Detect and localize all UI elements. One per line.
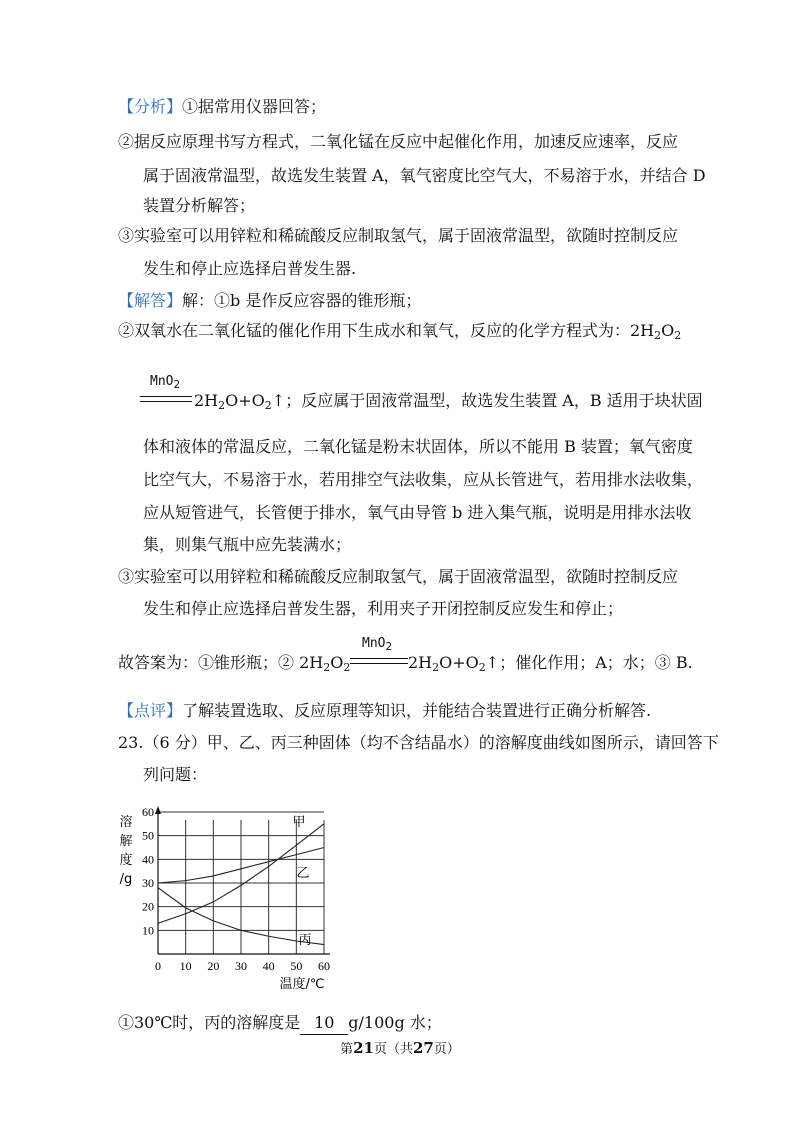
comment-tag: 【点评】: [118, 701, 183, 720]
comment-line: 【点评】了解装置选取、反应原理等知识，并能结合装置进行正确分析解答.: [118, 701, 652, 720]
q1-answer-blank: 10: [300, 1012, 348, 1035]
page-footer: 第21页（共27页）: [340, 1039, 460, 1057]
series-label: 丙: [298, 933, 312, 948]
series-label: 乙: [296, 866, 310, 881]
question-line-1: 23.（6 分）甲、乙、丙三种固体（均不含结晶水）的溶解度曲线如图所示，请回答下: [118, 733, 719, 752]
y-tick-label: 20: [142, 899, 154, 914]
equation-rest: $2H_2O+O_2↑$；反应属于固液常温型，故选发生装置 A，B 适用于块状固: [194, 391, 703, 412]
solution-line-1: 【解答】解：①b 是作反应容器的锥形瓶；: [118, 291, 422, 310]
y-axis-label: 解: [119, 834, 133, 849]
y-tick-label: 30: [142, 876, 154, 890]
answer-catalyst: MnO$_2$: [362, 636, 393, 653]
y-tick-label: 60: [142, 805, 154, 819]
x-tick-label: 40: [262, 959, 275, 973]
page-total: 27: [413, 1039, 434, 1057]
solution-line-9: 发生和停止应选择启普发生器，利用夹子开闭控制反应发生和停止；: [143, 599, 624, 618]
solution-equation: [140, 374, 703, 412]
solubility-chart-svg: [116, 800, 346, 1000]
analysis-line-5: ③实验室可以用锌粒和稀硫酸反应制取氢气，属于固液常温型，欲随时控制反应: [118, 226, 679, 245]
solution-line-7: 集，则集气瓶中应先装满水；: [143, 535, 352, 554]
y-tick-label: 40: [142, 852, 154, 867]
analysis-line-2: ②据反应原理书写方程式，二氧化锰在反应中起催化作用，加速反应速率，反应: [118, 132, 679, 151]
solution-line-6: 应从短管进气，长管便于排水，氧气由导管 b 进入集气瓶，说明是用排水法收: [143, 503, 692, 522]
analysis-line-1: 【分析】①据常用仪器回答；: [118, 97, 327, 116]
x-tick-label: 50: [290, 959, 303, 973]
x-tick-label: 30: [235, 959, 247, 973]
series-label: 甲: [292, 815, 306, 830]
analysis-line-3: 属于固液常温型，故选发生装置 A，氧气密度比空气大，不易溶于水，并结合 D: [143, 166, 706, 185]
x-tick-label: 0: [155, 959, 161, 973]
y-axis-label: 度: [119, 853, 133, 868]
answer-prefix: 故答案为：①锥形瓶；② $2H_2O_2$: [118, 653, 351, 674]
answer-equals-sign: [350, 658, 408, 664]
answer-line: [118, 636, 698, 676]
y-tick-label: 10: [142, 923, 154, 938]
y-tick-label: 50: [142, 828, 154, 843]
analysis-tag: 【分析】: [118, 97, 183, 116]
y-axis-arrow: [155, 806, 161, 814]
x-axis-label: 温度/℃: [279, 977, 325, 992]
y-axis-label: /g: [119, 872, 133, 887]
solution-tag: 【解答】: [118, 291, 183, 310]
q1-line: ①30℃时，丙的溶解度是 10 g/100g 水；: [118, 1012, 442, 1035]
analysis-line-4: 装置分析解答；: [143, 196, 256, 215]
y-axis-label: 溶: [119, 815, 133, 830]
solution-line-4: 体和液体的常温反应，二氧化锰是粉末状固体，所以不能用 B 装置；氧气密度: [143, 437, 693, 456]
x-tick-label: 60: [318, 959, 330, 973]
analysis-line-6: 发生和停止应选择启普发生器.: [143, 259, 357, 278]
page-number: 21: [353, 1039, 374, 1057]
x-tick-label: 20: [207, 959, 220, 973]
catalyst-label: MnO$_2$: [150, 374, 181, 391]
x-tick-label: 10: [179, 959, 192, 973]
solubility-chart: [116, 800, 346, 1000]
solution-line-8: ③实验室可以用锌粒和稀硫酸反应制取氢气，属于固液常温型，欲随时控制反应: [118, 567, 679, 586]
question-line-2: 列问题：: [143, 765, 208, 784]
solution-line-2: ②双氧水在二氧化锰的催化作用下生成水和氧气，反应的化学方程式为：$2H_2O_2$: [118, 321, 682, 342]
equals-sign: [140, 396, 192, 402]
answer-rest: $2H_2O+O_2↑$；催化作用；A；水；③ B.: [408, 653, 693, 674]
solution-line-5: 比空气大，不易溶于水，若用排空气法收集，应从长管进气，若用排水法收集，: [143, 470, 704, 489]
